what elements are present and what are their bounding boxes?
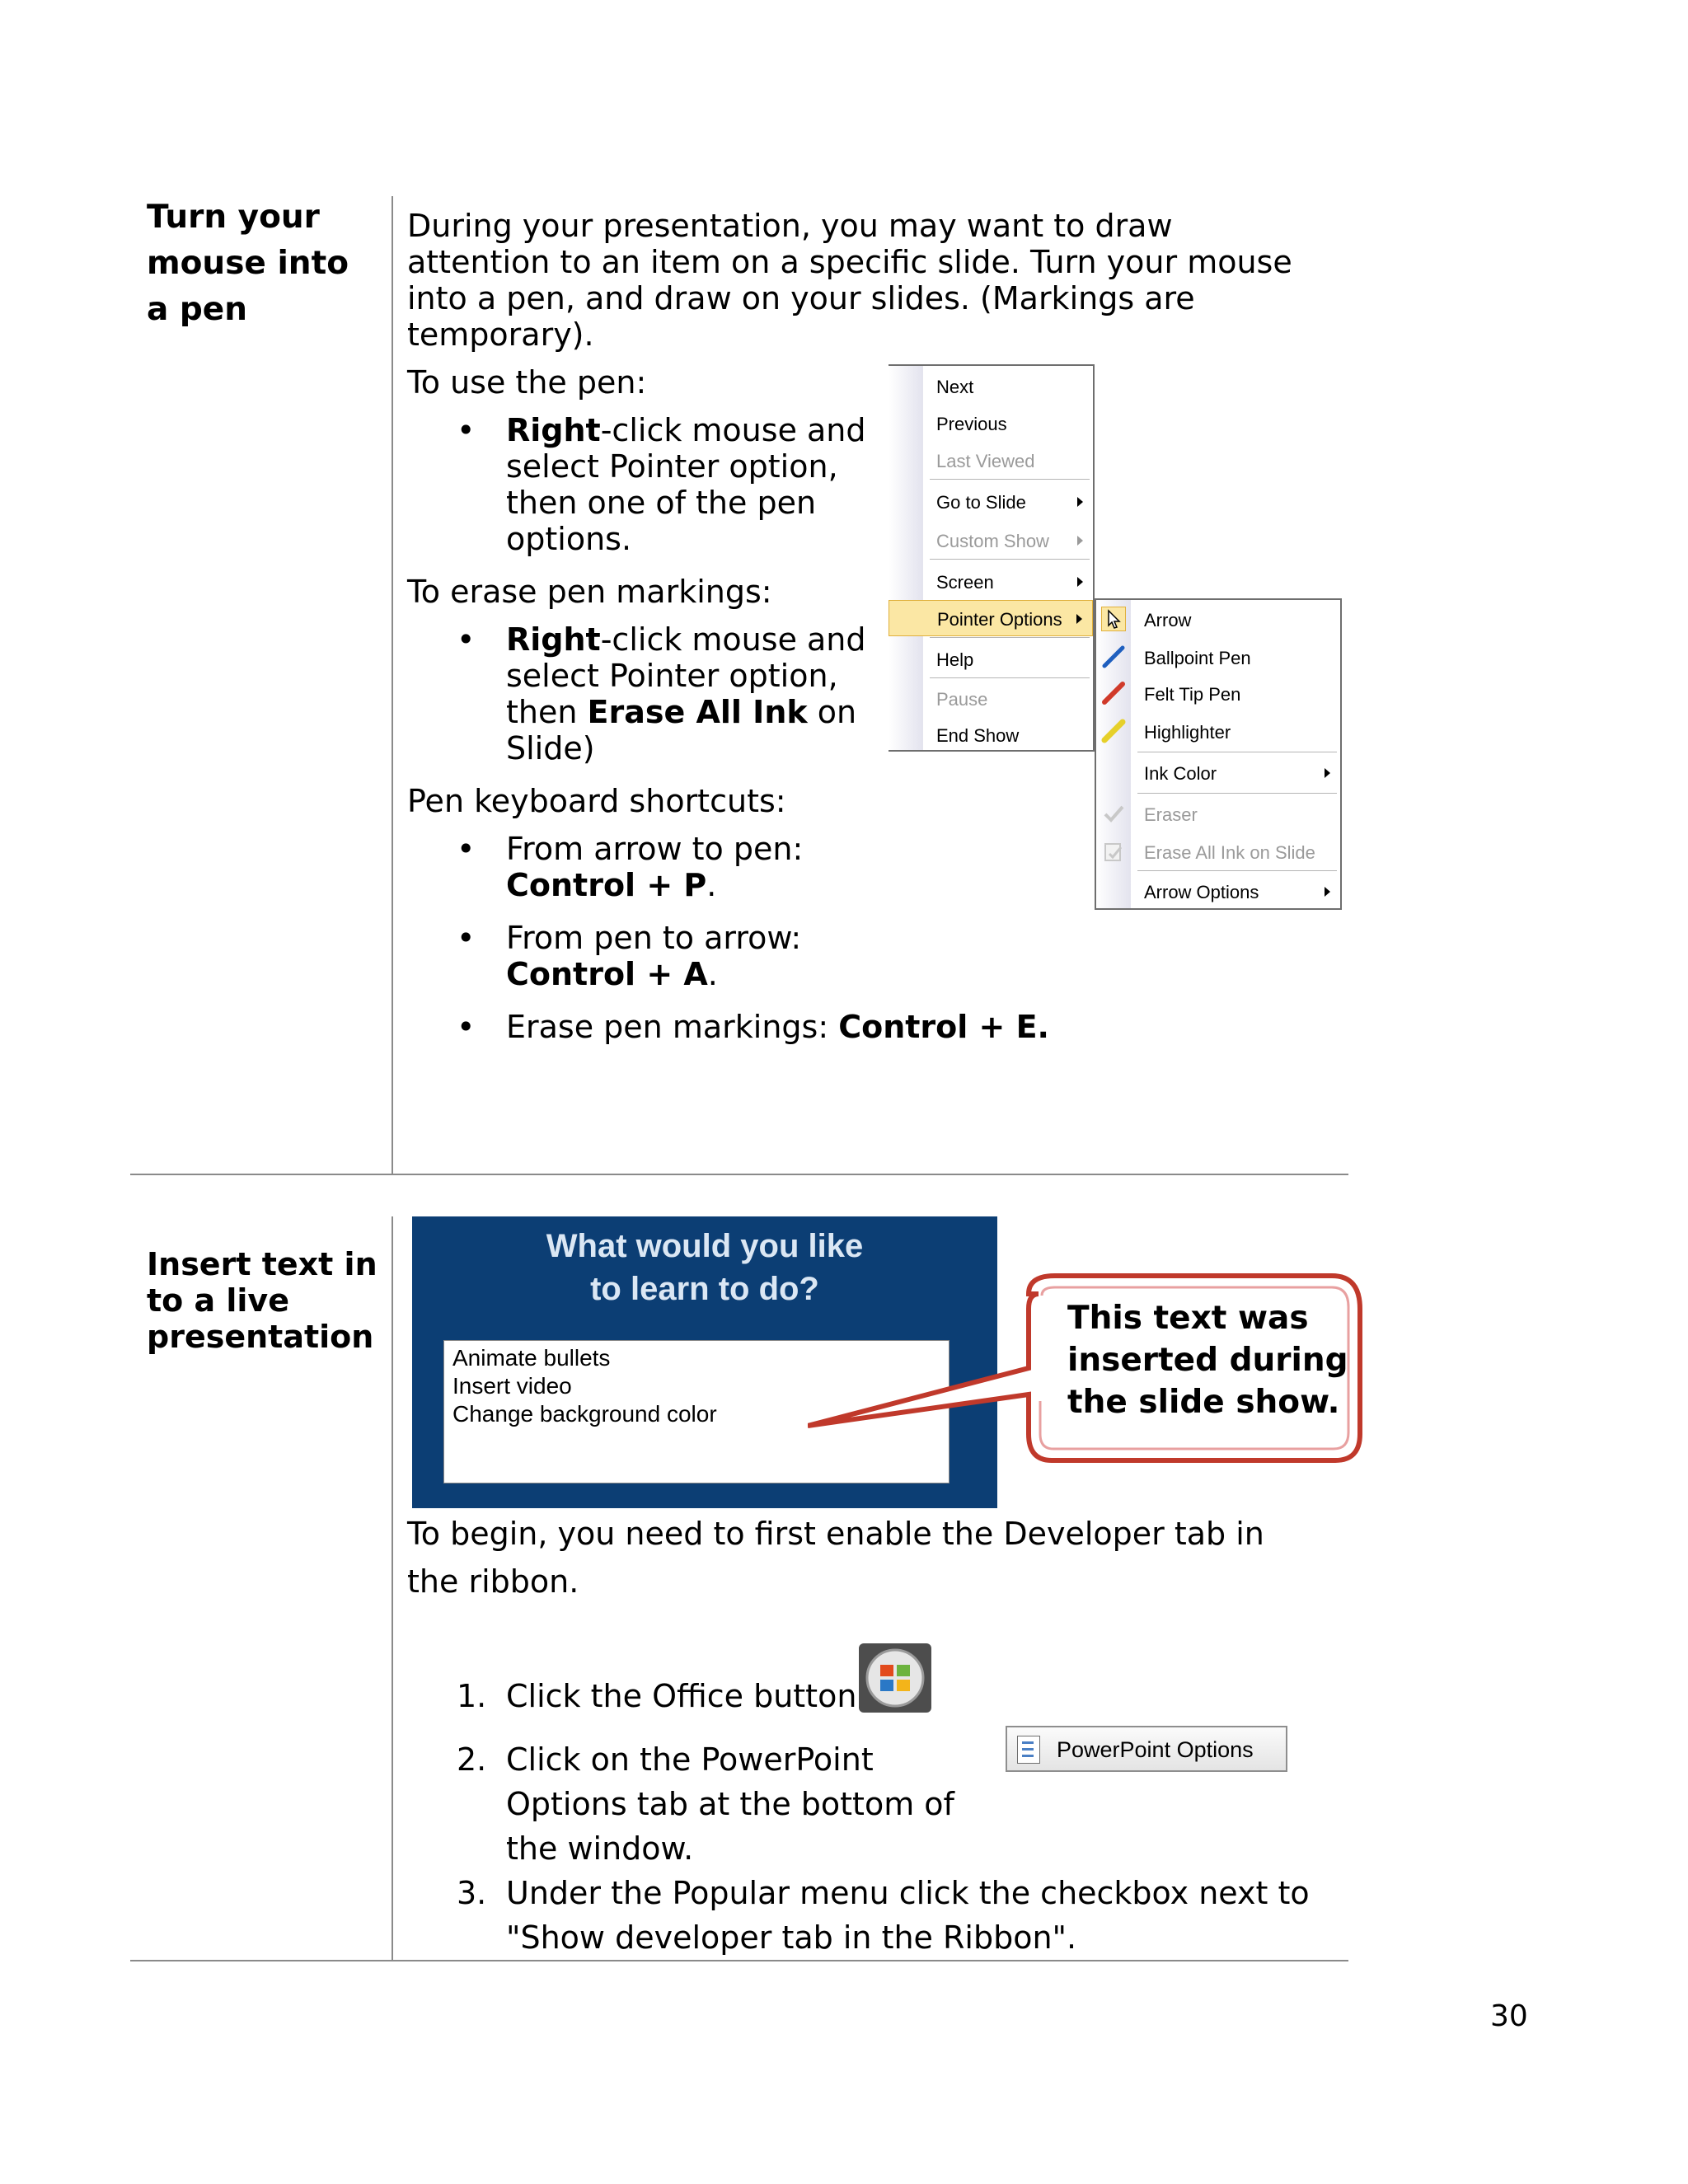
erase-label: To erase pen markings: <box>407 574 772 610</box>
office-button[interactable] <box>859 1643 931 1713</box>
slide-bullet: Animate bullets <box>452 1345 611 1371</box>
intro-paragraph: During your presentation, you may want to draw attention to an item on a specific slide. Turn your mouse into a pen, and draw on your slides. (Markings are temporary). <box>407 208 1292 353</box>
slide-bullet: Change background color <box>452 1401 717 1427</box>
submenu-arrow-icon <box>1077 536 1083 546</box>
column-divider <box>392 196 393 1174</box>
callout-text: This text was inserted during the slide show. <box>1067 1300 1348 1421</box>
list-item: • Right-click mouse and select Pointer option, then Erase All Ink on Slide) <box>457 621 866 766</box>
heading-line: to a live <box>147 1282 289 1319</box>
developer-tab-intro: To begin, you need to first enable the Developer tab in the ribbon. <box>407 1516 1264 1600</box>
list-item: • From arrow to pen: Control + P. <box>457 831 804 903</box>
menu-item-erase-all-ink[interactable]: Erase All Ink on Slide <box>1096 834 1340 870</box>
slide-bullet: Insert video <box>452 1373 572 1399</box>
slideshow-context-menu <box>889 364 1095 752</box>
menu-item-pointer-options[interactable]: Pointer Options <box>889 600 1093 636</box>
list-item: 2. Click on the PowerPoint Options tab at the bottom of the window. <box>457 1741 954 1867</box>
submenu-arrow-icon <box>1325 768 1330 778</box>
menu-item-screen[interactable]: Screen <box>889 564 1093 600</box>
menu-item-eraser[interactable]: Eraser <box>1096 796 1340 832</box>
submenu-arrow-icon <box>1077 497 1083 507</box>
section-heading-live-text <box>147 1246 377 1355</box>
list-item: • Right-click mouse and select Pointer option, then one of the pen options. <box>457 412 866 557</box>
steps-list <box>407 1678 1330 1960</box>
powerpoint-options-label: PowerPoint Options <box>1057 1737 1254 1762</box>
menu-separator <box>1137 793 1337 794</box>
powerpoint-options-button[interactable] <box>1006 1726 1287 1772</box>
menu-separator <box>1137 870 1337 871</box>
menu-item-end-show[interactable]: End Show <box>936 725 1020 746</box>
list-item: 1. Click the Office button <box>457 1678 857 1714</box>
section-divider <box>130 1960 1348 1961</box>
heading-line: Insert text in <box>147 1246 377 1282</box>
menu-item-highlighter[interactable]: Highlighter <box>1096 714 1340 750</box>
menu-item-felt-tip-pen[interactable]: Felt Tip Pen <box>1096 676 1340 712</box>
highlighter-icon <box>1101 719 1126 743</box>
heading-line: a pen <box>147 291 248 328</box>
office-logo-icon <box>859 1643 931 1713</box>
menu-item-ink-color[interactable]: Ink Color <box>1096 755 1340 791</box>
pointer-options-submenu <box>1095 598 1342 910</box>
section-divider <box>130 1174 1348 1175</box>
menu-separator <box>930 479 1090 480</box>
arrow-pointer-icon <box>1101 607 1126 631</box>
use-pen-label: To use the pen: <box>407 364 647 401</box>
menu-item-ballpoint-pen[interactable]: Ballpoint Pen <box>1096 640 1340 676</box>
menu-item-go-to-slide[interactable]: Go to Slide <box>889 484 1093 520</box>
erase-all-ink-icon <box>1101 839 1126 864</box>
section-heading-pen <box>147 194 349 333</box>
eraser-icon <box>1101 801 1126 826</box>
list-item: • From pen to arrow: Control + A. <box>457 920 802 992</box>
menu-item-next[interactable]: Next <box>936 377 974 397</box>
page-number: 30 <box>1490 1999 1528 2033</box>
menu-item-help[interactable]: Help <box>936 649 974 670</box>
menu-item-previous[interactable]: Previous <box>936 414 1007 434</box>
slide-title: What would you like to learn to do? <box>546 1228 864 1307</box>
heading-line: Turn your <box>147 199 320 236</box>
submenu-arrow-icon <box>1325 887 1330 897</box>
menu-item-last-viewed[interactable]: Last Viewed <box>936 451 1035 471</box>
submenu-arrow-icon <box>1077 577 1083 587</box>
submenu-arrow-icon <box>1076 614 1082 624</box>
list-item: 3. Under the Popular menu click the checkbox next to "Show developer tab in the Ribbon". <box>457 1875 1310 1956</box>
column-divider <box>392 1216 393 1961</box>
felt-tip-pen-icon <box>1101 681 1126 705</box>
options-document-icon <box>1017 1736 1040 1764</box>
menu-separator <box>930 637 1090 638</box>
heading-line: mouse into <box>147 245 349 282</box>
menu-separator <box>930 677 1090 678</box>
menu-item-arrow-options[interactable]: Arrow Options <box>1096 874 1340 910</box>
ballpoint-pen-icon <box>1101 644 1126 669</box>
shortcuts-label: Pen keyboard shortcuts: <box>407 783 786 819</box>
heading-line: presentation <box>147 1319 374 1355</box>
list-item: • Erase pen markings: Control + E. <box>457 1009 1049 1045</box>
menu-item-custom-show[interactable]: Custom Show <box>889 523 1093 559</box>
menu-item-arrow[interactable]: Arrow <box>1096 602 1340 638</box>
menu-separator <box>930 559 1090 560</box>
menu-item-pause[interactable]: Pause <box>936 689 988 710</box>
